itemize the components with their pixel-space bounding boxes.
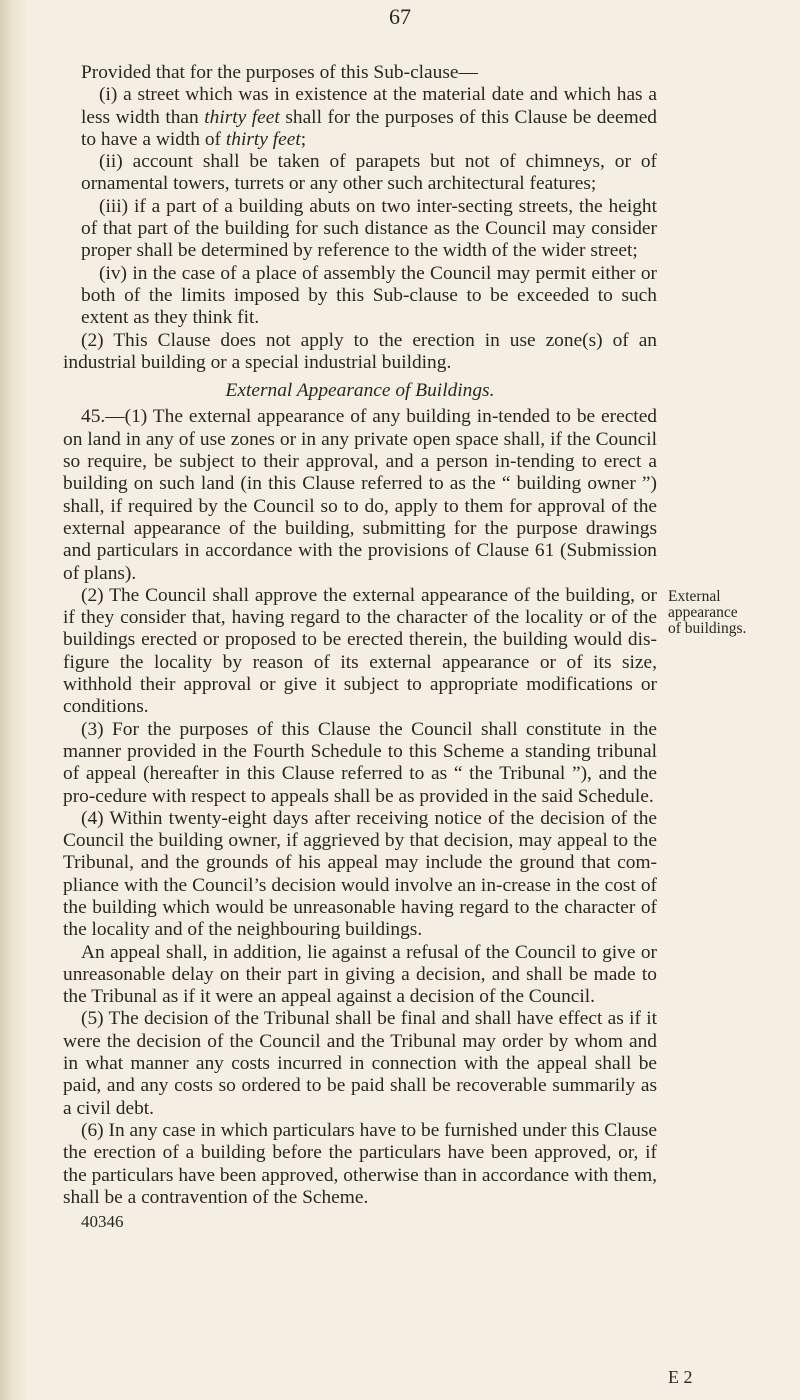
margin-note-line: appearance [668, 604, 738, 621]
clause-45-1: 45.—(1) The external appearance of any building in-tended to be erected on land in any of use zones or in any private open space shall, if the Council so require, be subject to their approval, and a person in-tending to erect a building on such land (in this Clause referred to as the “ building owner ”) shall, if required by the Council so to do, apply to them for approval of the external appearance of the building, submitting for the purpose drawings and particulars in accordance with the provisions of Clause 61 (Submission of plans). [63, 406, 657, 584]
clause-45-2: (2) The Council shall approve the external appearance of the building, or if they consider that, having regard to the character of the locality or of the buildings erected or proposed to be erected therein, the building would dis-figure the locality by reason of its external appearance or of its size, withhold their approval or give it subject to appropriate modifications or conditions. [63, 584, 657, 718]
appeal-paragraph: An appeal shall, in addition, lie against a refusal of the Council to give or unreasonable delay on their part in giving a decision, and shall be made to the Tribunal as if it were an appeal against a decision of the Council. [63, 941, 657, 1008]
subparagraph-i: (i) a street which was in existence at the material date and which has a less width than thirty feet shall for the purposes of this Clause be deemed to have a width of thirty feet; [81, 84, 657, 150]
sheet-mark: E 2 [668, 1367, 693, 1387]
subparagraph-ii: (ii) account shall be taken of parapets but not of chimneys, or of ornamental towers, turrets or any other such architectural features; [81, 151, 657, 195]
margin-note-line: of buildings. [668, 620, 747, 637]
margin-note-line: External [668, 588, 721, 605]
subparagraph-iv: (iv) in the case of a place of assembly the Council may permit either or both of the limits imposed by this Sub-clause to be exceeded to such extent as they think fit. [81, 262, 657, 329]
subclause-2: (2) This Clause does not apply to the erection in use zone(s) of an industrial building or a special industrial building. [63, 329, 657, 373]
clause-45-4: (4) Within twenty-eight days after receiving notice of the decision of the Council the building owner, if aggrieved by that decision, may appeal to the Tribunal, and the grounds of his appeal may include the ground that com-pliance with the Council’s decision would involve an in-crease in the cost of the building which would be unreasonable having regard to the character of the locality and of the neighbouring buildings. [63, 807, 657, 941]
clause-45-5: (5) The decision of the Tribunal shall be final and shall have effect as if it were the decision of the Council and the Tribunal may order by whom and in what manner any costs incurred in connection with the appeal shall be paid, and any costs so ordered to be paid shall be recoverable summarily as a civil debt. [63, 1008, 657, 1119]
subparagraph-iii: (iii) if a part of a building abuts on two inter-secting streets, the height of that part of the building for such distance as the Council may consider proper shall be determined by reference to the width of the wider street; [81, 195, 657, 262]
proviso-paragraph: Provided that for the purposes of this Sub-clause— [81, 62, 478, 83]
printer-signature: 40346 [81, 1212, 124, 1232]
page-number: 67 [389, 4, 411, 29]
clause-45-3: (3) For the purposes of this Clause the Council shall constitute in the manner provided in the Fourth Schedule to this Scheme a standing tribunal of appeal (hereafter in this Clause referred to as “ the Tribunal ”), and the pro-cedure with respect to appeals shall be as provided in the said Schedule. [63, 718, 657, 807]
clause-body [63, 62, 657, 1233]
section-heading: External Appearance of Buildings. [225, 380, 495, 402]
margin-note [668, 589, 788, 637]
clause-45-6: (6) In any case in which particulars have to be furnished under this Clause the erection of a building before the particulars have been approved, or, if the particulars have been approved, otherwise than in accordance with them, shall be a contravention of the Scheme. [63, 1119, 657, 1208]
page-binding-shadow [0, 0, 28, 1400]
